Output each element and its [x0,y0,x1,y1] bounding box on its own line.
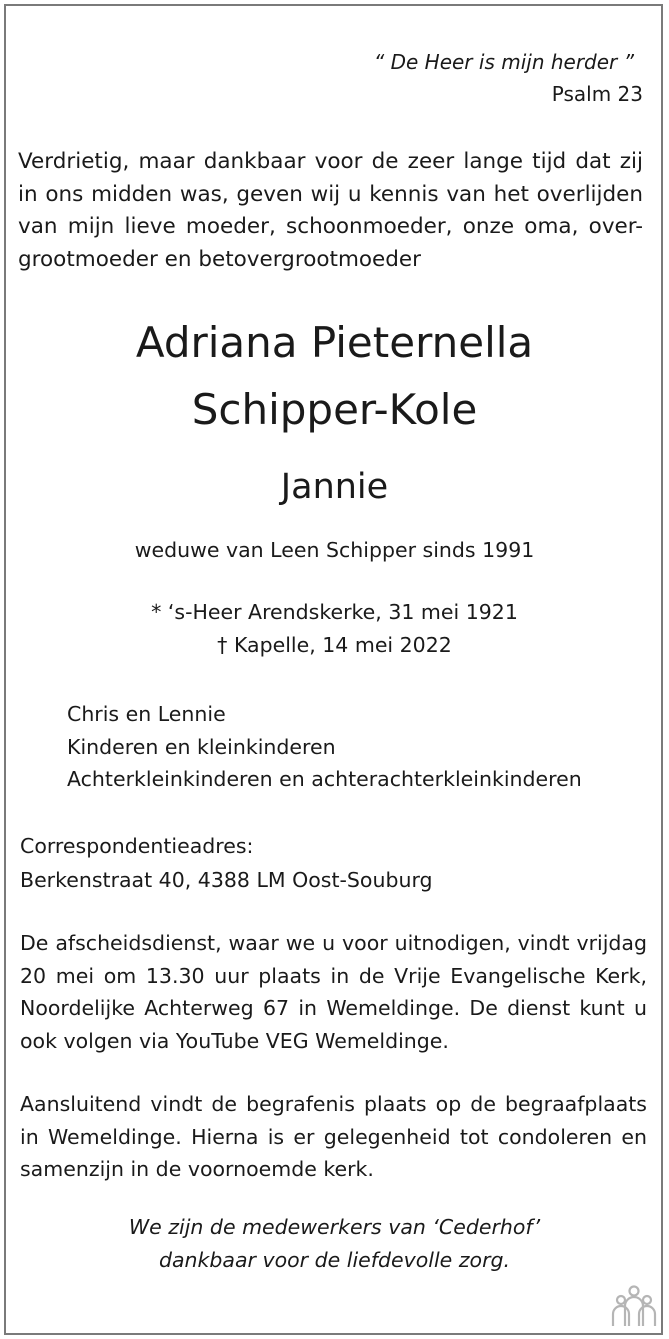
deceased-nickname: Jannie [280,467,389,507]
birth-info: * ‘s-Heer Arendskerke, 31 mei 1921 [151,600,518,624]
death-info: † Kapelle, 14 mei 2022 [217,633,452,657]
correspondence-address: Berkenstraat 40, 4388 LM Oost-Souburg [20,868,433,892]
people-group-icon [608,1284,660,1328]
family-line: Achterkleinkinderen en achterachterkleinkinderen [67,767,582,791]
bible-quote: “ De Heer is mijn herder ” [373,50,634,74]
thanks-line-1: We zijn de medewerkers van ‘Cederhof’ [128,1215,541,1239]
widow-note: weduwe van Leen Schipper sinds 1991 [134,538,535,562]
correspondence-label: Correspondentieadres: [20,834,254,858]
service-paragraph: De afscheidsdienst, waar we u voor uitnodigen, vindt vrijdag 20 mei om 13.30 uur plaats in de Vrije Evangelische Kerk, Noordelijke Achterweg 67 in Wemeldinge. De dienst kunt u ook volgen via YouTube VEG Wemeldinge. [20,931,647,1053]
bible-reference: Psalm 23 [551,82,643,106]
thanks-line-2: dankbaar voor de liefdevolle zorg. [158,1248,511,1272]
deceased-name-first: Adriana Pieternella [135,318,534,367]
family-line: Kinderen en kleinkinderen [67,734,336,759]
family-list [67,698,582,796]
burial-paragraph: Aansluitend vindt de begrafenis plaats op de begraafplaats in Wemeldinge. Hierna is er gelegenheid tot condoleren en samenzijn in de voornoemde kerk. [20,1092,647,1181]
family-line: Chris en Lennie [67,702,226,726]
deceased-name-last: Schipper-Kole [191,385,478,434]
intro-text: Verdrietig, maar dankbaar voor de zeer lange tijd dat zij in ons midden was, geven wij u kennis van het overlijden van mijn lieve moeder, schoonmoeder, onze oma, over-grootmoeder en betovergrootmoeder [18,149,643,272]
correspondence-block [20,829,433,897]
